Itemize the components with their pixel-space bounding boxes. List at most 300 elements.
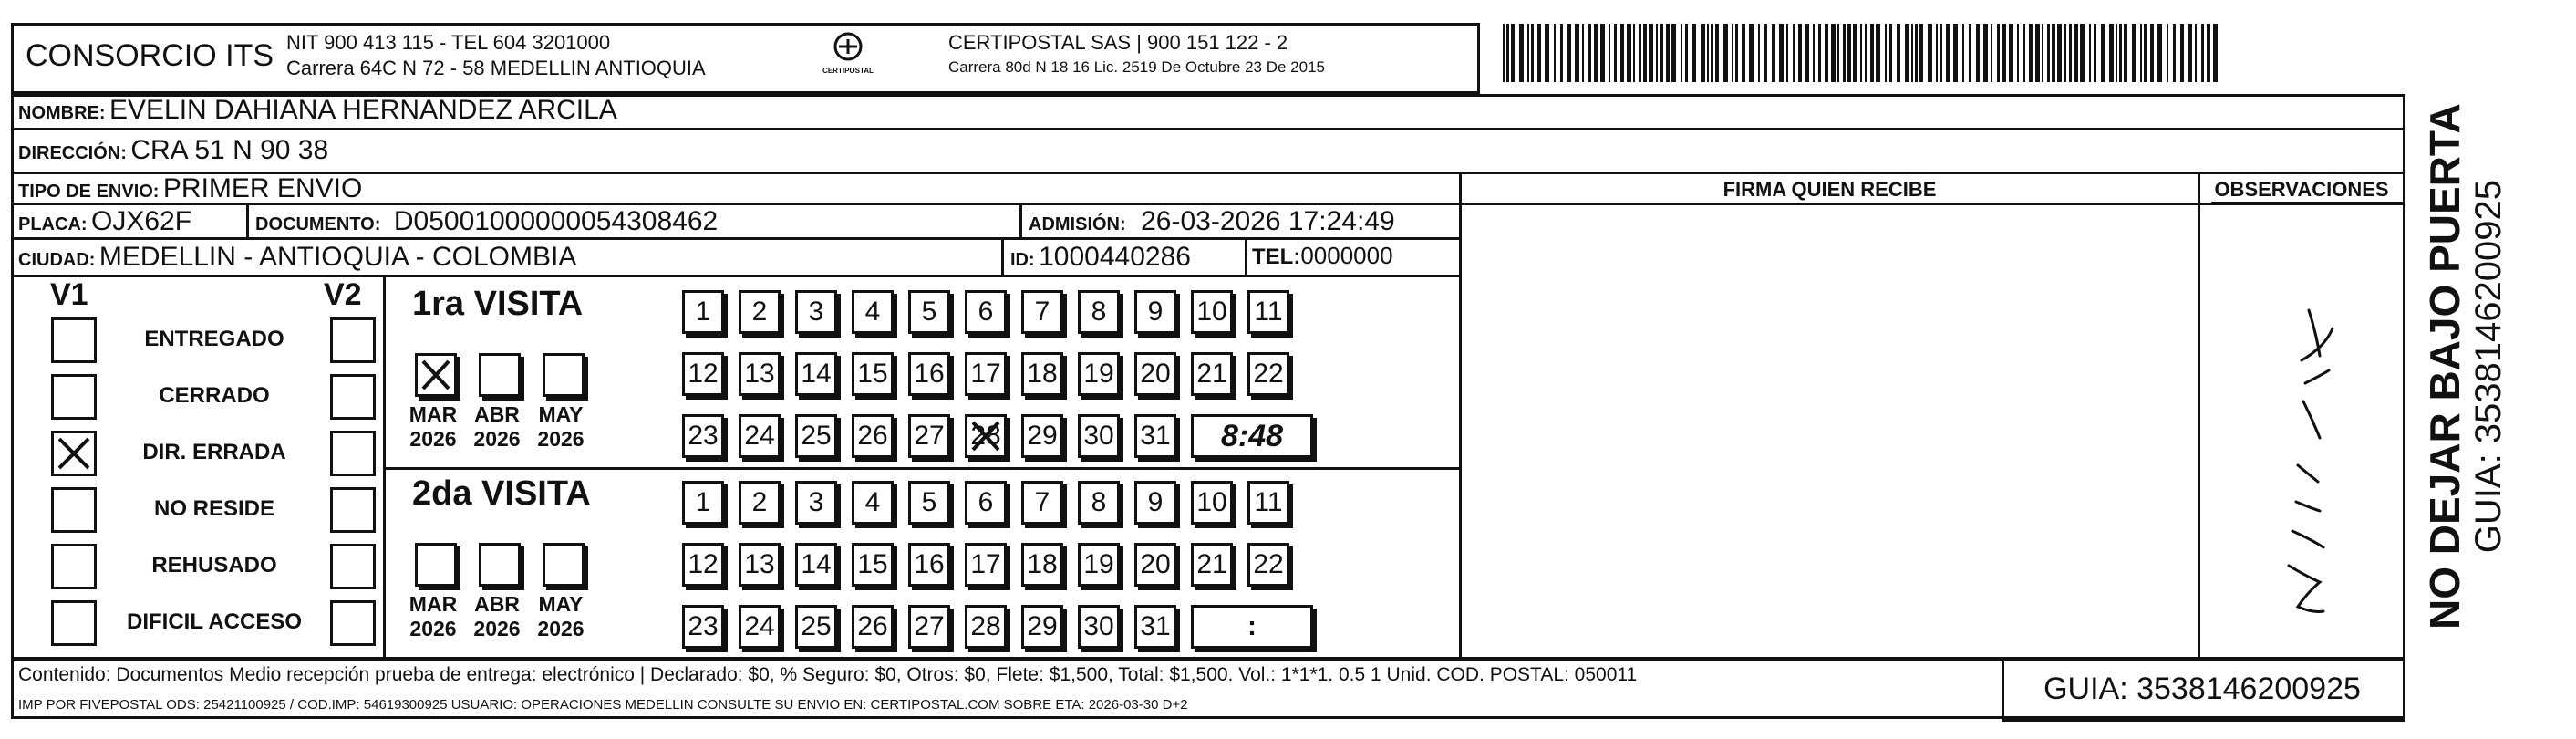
barcode-bar [2132, 24, 2136, 82]
first-visit-day-box[interactable] [1021, 352, 1063, 396]
second-visit-day-box[interactable] [739, 605, 781, 649]
day-number: 28 [970, 611, 1001, 641]
second-visit-title: 2da VISITA [412, 474, 591, 513]
second-visit-day-box[interactable] [852, 481, 894, 525]
second-visit-time-box[interactable]: : [1191, 605, 1313, 649]
day-number: 27 [914, 421, 945, 451]
day-number: 29 [1027, 421, 1058, 451]
footer-imp: IMP POR FIVEPOSTAL ODS: 25421100925 / COD.IMP: 54619300925 USUARIO: OPERACIONES MEDELLIN CONSULTE SU ENVIO EN: CERTIPOSTAL.COM SOBRE ETA: 2026-03-30 D+2 [18, 697, 1188, 713]
barcode-bar [1531, 24, 1534, 82]
barcode-bar [1825, 24, 1828, 82]
second-visit-day-box[interactable] [1247, 543, 1289, 587]
barcode-bar [1818, 24, 1821, 82]
barcode-bar [2035, 24, 2040, 82]
barcode-bar [1735, 24, 1738, 82]
barcode-bar [2157, 24, 2162, 82]
day-number: 25 [801, 421, 832, 451]
first-visit-day-box[interactable] [1078, 414, 1120, 458]
day-number: 6 [978, 297, 994, 327]
day-number: 21 [1196, 359, 1227, 389]
barcode-bar [2144, 24, 2147, 82]
barcode-bar [2064, 24, 2066, 82]
barcode-bar [2094, 24, 2096, 82]
day-number: 8 [1091, 297, 1107, 327]
first-visit-day-box[interactable] [1078, 290, 1120, 334]
day-number: 2 [751, 487, 768, 517]
first-visit-day-box[interactable] [739, 414, 781, 458]
first-visit-day-box[interactable] [1078, 352, 1120, 396]
nombre-label: NOMBRE: [18, 103, 106, 123]
barcode-bar [1831, 24, 1836, 82]
second-visit-day-box[interactable] [1191, 481, 1233, 525]
barcode-bar [1837, 24, 1839, 82]
barcode-bar [1594, 24, 1598, 82]
barcode-bar [1692, 24, 1696, 82]
tel-label: TEL: [1252, 245, 1301, 269]
barcode-bar [2195, 24, 2197, 82]
barcode-bar [2188, 24, 2192, 82]
admision-label: ADMISIÓN: [1029, 214, 1126, 234]
ciudad-cell [18, 242, 576, 273]
day-number: 27 [914, 611, 945, 641]
day-number: 26 [857, 611, 888, 641]
second-visit-month-box[interactable] [543, 543, 585, 587]
second-visit-day-box[interactable] [1134, 543, 1176, 587]
day-number: 26 [857, 421, 888, 451]
barcode-bar [1519, 24, 1524, 82]
barcode-bar [2201, 24, 2204, 82]
day-number: 29 [1027, 611, 1058, 641]
v1-checkbox[interactable] [51, 431, 97, 476]
barcode-bar [1786, 24, 1788, 82]
first-visit-day-box[interactable] [1021, 414, 1063, 458]
day-number: 3 [808, 487, 824, 517]
barcode-bar [1847, 24, 1851, 82]
day-number: 6 [978, 487, 994, 517]
day-number: 25 [801, 611, 832, 641]
barcode-bar [1928, 24, 1932, 82]
direccion-value: CRA 51 N 90 38 [130, 135, 329, 165]
barcode-bar [1805, 24, 1809, 82]
first-visit-day-box[interactable] [739, 352, 781, 396]
certipostal-line: CERTIPOSTAL SAS | 900 151 122 - 2 [948, 31, 1288, 54]
barcode-bar [1600, 24, 1605, 82]
v1-check-mark [54, 433, 94, 474]
barcode-bar [1660, 24, 1663, 82]
second-visit-day-box[interactable] [908, 605, 950, 649]
barcode-bar [1860, 24, 1862, 82]
v2-checkbox[interactable] [330, 487, 376, 533]
barcode-bar [2069, 24, 2072, 82]
second-visit-month-label: ABR 2026 [473, 592, 521, 640]
v1-checkbox[interactable] [51, 374, 97, 420]
barcode-bar [1643, 24, 1647, 82]
day-number: 16 [914, 549, 945, 579]
barcode-bar [2124, 24, 2127, 82]
day-number: 11 [1254, 487, 1283, 517]
first-visit-day-box[interactable] [795, 352, 837, 396]
second-visit-day-box[interactable] [1134, 481, 1176, 525]
day-number: 1 [695, 487, 711, 517]
barcode-bar [1983, 24, 1988, 82]
barcode-bar [1911, 24, 1913, 82]
first-visit-day-box[interactable] [908, 290, 950, 334]
day-number: 14 [801, 549, 832, 579]
barcode-bar [1798, 24, 1802, 82]
barcode-bar [1567, 24, 1571, 82]
barcode-bar [1582, 24, 1584, 82]
barcode-bar [1527, 24, 1529, 82]
second-visit-day-box[interactable] [682, 605, 724, 649]
v1-checkbox[interactable] [51, 487, 97, 533]
day-number: 5 [921, 297, 937, 327]
side-guia: GUIA: 3538146200925 [2468, 180, 2509, 554]
barcode-bar [2057, 24, 2062, 82]
nombre-row [18, 95, 617, 126]
cause-label: NO RESIDE [153, 496, 275, 521]
barcode-bar [1656, 24, 1658, 82]
second-visit-day-box[interactable] [795, 605, 837, 649]
day-number: 21 [1196, 549, 1227, 579]
barcode-bar [1793, 24, 1795, 82]
first-visit-day-box[interactable] [1247, 352, 1289, 396]
first-visit-month-label: ABR 2026 [473, 402, 521, 451]
day-number: 10 [1196, 297, 1227, 327]
barcode-bar [1649, 24, 1653, 82]
logo-caption: CERTIPOSTAL [822, 67, 874, 75]
barcode-bar [2101, 24, 2105, 82]
tipo-label: TIPO DE ENVIO: [18, 182, 160, 202]
day-number: 8 [1091, 487, 1107, 517]
day-number: 19 [1083, 359, 1114, 389]
day-number: 9 [1147, 487, 1164, 517]
footer-content: Contenido: Documentos Medio recepción prueba de entrega: electrónico | Declarado: $0, % Seguro: $0, Otros: $0, Flete: $1,500, Total: $1,500. Vol.: 1*1*1. 0.5 1 Unid. COD. POSTAL: 050011 [18, 664, 1638, 685]
second-visit-day-box[interactable] [1134, 605, 1176, 649]
first-visit-day-box[interactable] [1134, 290, 1176, 334]
barcode-bar [1953, 24, 1958, 82]
barcode-bar [1997, 24, 2000, 82]
barcode-bar [1870, 24, 1874, 82]
second-visit-day-box[interactable] [795, 543, 837, 587]
day-number: 18 [1027, 359, 1058, 389]
first-visit-month-box[interactable] [479, 353, 521, 397]
barcode-bar [2207, 24, 2210, 82]
day-number: 5 [921, 487, 937, 517]
first-visit-day-box[interactable] [682, 414, 724, 458]
observation-handwriting [2225, 292, 2353, 630]
day-number: 17 [970, 549, 1001, 579]
barcode-bar [2119, 24, 2122, 82]
barcode-bar [1588, 24, 1591, 82]
barcode-bar [1545, 24, 1549, 82]
second-visit-day-box[interactable] [739, 481, 781, 525]
first-visit-month-box[interactable] [415, 353, 457, 397]
barcode-bar [2042, 24, 2043, 82]
barcode-bar [2047, 24, 2050, 82]
second-visit-month-box[interactable] [479, 543, 521, 587]
barcode-bar [2009, 24, 2013, 82]
day-number: 13 [744, 359, 775, 389]
first-visit-time-box[interactable]: 8:48 [1191, 414, 1313, 458]
first-visit-title: 1ra VISITA [412, 285, 584, 323]
second-visit-day-box[interactable] [965, 481, 1007, 525]
barcode-bar [1633, 24, 1635, 82]
barcode-bar [2080, 24, 2085, 82]
barcode-bar [2023, 24, 2025, 82]
day-number: 22 [1253, 549, 1284, 579]
second-visit-month-box[interactable] [415, 543, 457, 587]
barcode-bar [1936, 24, 1938, 82]
barcode-bar [1976, 24, 1980, 82]
barcode-bar [1779, 24, 1784, 82]
second-visit-day-box[interactable] [682, 481, 724, 525]
second-visit-day-box[interactable] [908, 543, 950, 587]
id-value: 1000440286 [1039, 242, 1191, 272]
day-number: 2 [751, 297, 768, 327]
first-visit-day-box[interactable] [1021, 290, 1063, 334]
barcode-bar [1749, 24, 1754, 82]
cause-label: REHUSADO [151, 553, 277, 578]
first-visit-day-box[interactable] [1134, 352, 1176, 396]
barcode-bar [1813, 24, 1815, 82]
barcode-bar [1991, 24, 1992, 82]
second-visit-day-box[interactable] [1078, 543, 1120, 587]
first-visit-day-box[interactable] [965, 290, 1007, 334]
direccion-label: DIRECCIÓN: [18, 143, 127, 163]
barcode-bar [1876, 24, 1880, 82]
first-visit-month-box[interactable] [543, 353, 585, 397]
day-number: 23 [688, 421, 719, 451]
barcode-bar [1503, 24, 1505, 82]
v1-checkbox[interactable] [51, 317, 97, 363]
barcode-bar [1915, 24, 1918, 82]
day-number: 31 [1140, 421, 1171, 451]
documento-label: DOCUMENTO: [255, 214, 381, 234]
day-number: 23 [688, 611, 719, 641]
first-visit-day-box[interactable] [1191, 352, 1233, 396]
barcode-bar [1711, 24, 1713, 82]
cause-label: DIFICIL ACCESO [126, 609, 302, 634]
second-visit-day-box[interactable] [1191, 543, 1233, 587]
barcode-bar [1506, 24, 1509, 82]
barcode-bar [1609, 24, 1610, 82]
day-number: 12 [688, 549, 719, 579]
first-visit-month-label: MAR 2026 [409, 402, 458, 451]
v2-checkbox[interactable] [330, 431, 376, 476]
side-label [2421, 103, 2509, 630]
barcode-bar [1627, 24, 1631, 82]
barcode-bar [2029, 24, 2033, 82]
barcode-bar [1764, 24, 1767, 82]
footer-guia: GUIA: 3538146200925 [2043, 671, 2361, 706]
day-number: 12 [688, 359, 719, 389]
day-number: 30 [1083, 611, 1114, 641]
firma-header: FIRMA QUIEN RECIBE [1723, 178, 1937, 201]
barcode-bar [1554, 24, 1556, 82]
second-visit-day-box[interactable] [852, 543, 894, 587]
side-main: NO DEJAR BAJO PUERTA [2421, 103, 2468, 630]
documento-cell [255, 206, 718, 237]
v1-checkbox[interactable] [51, 600, 97, 646]
day-number: 16 [914, 359, 945, 389]
first-visit-day-box[interactable] [965, 414, 1007, 458]
v2-checkbox[interactable] [330, 544, 376, 589]
second-visit-day-box[interactable] [1078, 605, 1120, 649]
cause-label: DIR. ERRADA [142, 440, 286, 464]
barcode-bar [1537, 24, 1541, 82]
second-visit-day-box[interactable] [852, 605, 894, 649]
day-number: 28 [970, 421, 1001, 451]
barcode-bar [2173, 24, 2176, 82]
v2-header: V2 [324, 277, 362, 312]
first-visit-day-box[interactable] [852, 352, 894, 396]
placa-label: PLACA: [18, 214, 88, 234]
second-visit-day-box[interactable] [965, 543, 1007, 587]
barcode [1495, 20, 2225, 84]
day-number: 24 [744, 611, 775, 641]
second-visit-month-label: MAR 2026 [409, 592, 458, 640]
barcode-bar [1885, 24, 1887, 82]
second-visit-day-box[interactable] [739, 543, 781, 587]
barcode-bar [1962, 24, 1964, 82]
day-number: 17 [970, 359, 1001, 389]
company-name: CONSORCIO ITS [26, 38, 274, 73]
second-visit-day-box[interactable] [908, 481, 950, 525]
day-number: 19 [1083, 549, 1114, 579]
barcode-bar [1919, 24, 1923, 82]
first-visit-day-box[interactable] [852, 414, 894, 458]
second-visit-day-box[interactable] [1021, 481, 1063, 525]
tel-value: 0000000 [1300, 242, 1393, 269]
day-number: 7 [1034, 487, 1050, 517]
direccion-row [18, 135, 328, 166]
tipo-row [18, 173, 362, 204]
ciudad-label: CIUDAD: [18, 250, 96, 270]
barcode-bar [1732, 24, 1733, 82]
first-visit-day-box[interactable] [1247, 290, 1289, 334]
barcode-bar [2109, 24, 2114, 82]
second-visit-day-box[interactable] [1078, 481, 1120, 525]
nombre-value: EVELIN DAHIANA HERNANDEZ ARCILA [109, 95, 617, 125]
barcode-bar [1772, 24, 1775, 82]
v2-checkbox[interactable] [330, 600, 376, 646]
tel-cell [1252, 242, 1393, 270]
barcode-bar [1742, 24, 1745, 82]
first-visit-day-box[interactable] [1191, 290, 1233, 334]
barcode-bar [2150, 24, 2154, 82]
first-visit-day-box[interactable] [908, 414, 950, 458]
first-visit-day-box[interactable] [1134, 414, 1176, 458]
barcode-bar [2167, 24, 2168, 82]
second-visit-month-label: MAY 2026 [537, 592, 585, 640]
first-visit-day-box[interactable] [908, 352, 950, 396]
barcode-bar [1889, 24, 1892, 82]
day-number: 31 [1140, 611, 1171, 641]
barcode-bar [1639, 24, 1641, 82]
barcode-bar [1946, 24, 1950, 82]
barcode-bar [2213, 24, 2218, 82]
barcode-bar [2002, 24, 2006, 82]
barcode-bar [1685, 24, 1688, 82]
day-number: 14 [801, 359, 832, 389]
placa-value: OJX62F [91, 206, 192, 236]
second-visit-day-box[interactable] [1021, 605, 1063, 649]
day-check-mark [967, 417, 1004, 455]
v2-checkbox[interactable] [330, 374, 376, 420]
barcode-bar [2074, 24, 2078, 82]
barcode-bar [2180, 24, 2184, 82]
second-visit-day-box[interactable] [1021, 543, 1063, 587]
day-number: 18 [1027, 549, 1058, 579]
day-number: 3 [808, 297, 824, 327]
barcode-bar [1701, 24, 1705, 82]
barcode-bar [2052, 24, 2055, 82]
barcode-bar [1715, 24, 1719, 82]
ciudad-value: MEDELLIN - ANTIOQUIA - COLOMBIA [98, 242, 577, 272]
barcode-bar [1614, 24, 1617, 82]
first-visit-month-label: MAY 2026 [537, 402, 585, 451]
first-visit-day-box[interactable] [965, 352, 1007, 396]
barcode-bar [2017, 24, 2019, 82]
cause-label: ENTREGADO [144, 327, 284, 351]
barcode-bar [1575, 24, 1579, 82]
placa-cell [18, 206, 191, 237]
barcode-bar [1758, 24, 1760, 82]
admision-value: 26-03-2026 17:24:49 [1141, 206, 1395, 236]
barcode-bar [1905, 24, 1909, 82]
second-visit-day-box[interactable] [965, 605, 1007, 649]
first-visit-day-box[interactable] [739, 290, 781, 334]
barcode-bar [1707, 24, 1709, 82]
day-number: 9 [1147, 297, 1164, 327]
logo-circle-icon [830, 31, 866, 62]
documento-value: D05001000000054308462 [393, 206, 719, 236]
barcode-bar [1723, 24, 1728, 82]
second-visit-day-box[interactable] [1247, 481, 1289, 525]
barcode-bar [1853, 24, 1857, 82]
day-number: 1 [695, 297, 711, 327]
certipostal-logo [816, 31, 880, 82]
day-number: 24 [744, 421, 775, 451]
first-visit-day-box[interactable] [852, 290, 894, 334]
company-nit: NIT 900 413 115 - TEL 604 3201000 [286, 31, 611, 54]
observaciones-header: OBSERVACIONES [2214, 178, 2389, 201]
day-number: 4 [864, 297, 881, 327]
second-visit-day-box[interactable] [682, 543, 724, 587]
day-number: 22 [1253, 359, 1284, 389]
second-visit-day-box[interactable] [795, 481, 837, 525]
v1-checkbox[interactable] [51, 544, 97, 589]
day-number: 20 [1140, 549, 1171, 579]
barcode-bar [1897, 24, 1900, 82]
id-label: ID: [1010, 250, 1035, 270]
month-check-mark [418, 356, 454, 394]
first-visit-day-box[interactable] [682, 290, 724, 334]
barcode-bar [2116, 24, 2117, 82]
barcode-bar [1671, 24, 1676, 82]
barcode-bar [2089, 24, 2091, 82]
barcode-bar [1681, 24, 1682, 82]
first-visit-day-box[interactable] [682, 352, 724, 396]
day-number: 4 [864, 487, 881, 517]
barcode-bar [1940, 24, 1942, 82]
first-visit-day-box[interactable] [795, 290, 837, 334]
certipostal-license: Carrera 80d N 18 16 Lic. 2519 De Octubre 23 De 2015 [948, 58, 1325, 76]
first-visit-day-box[interactable] [795, 414, 837, 458]
barcode-bar [1843, 24, 1846, 82]
tipo-value: PRIMER ENVIO [162, 173, 363, 203]
v2-checkbox[interactable] [330, 317, 376, 363]
